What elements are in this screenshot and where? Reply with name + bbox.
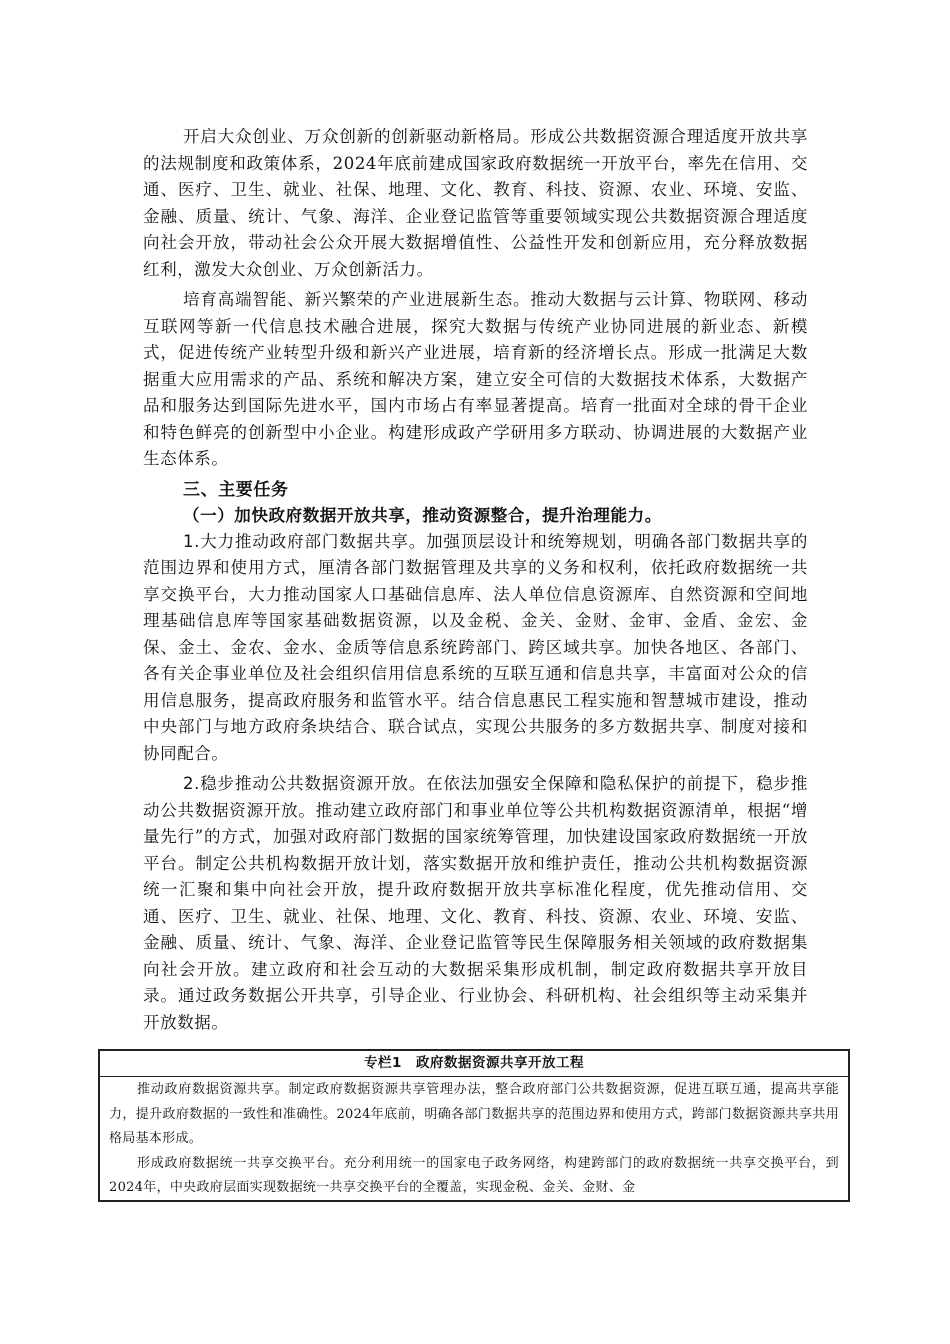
sidebar-box-item-lead: 形成政府数据统一共享交换平台。 [137,1155,344,1171]
sidebar-box-body [100,1077,848,1201]
paragraph-lead: 2.稳步推动公共数据资源开放。 [183,774,427,793]
sidebar-box-item-text: 制定政府数据资源共享管理办法，整合政府部门公共数据资源，促进互联互通，提高共享能力，提升政府数据的一致性和准确性。2024年底前，明确各部门数据共享的范围边界和使用方式，跨部门数据资源共享共用格局基本形成。 [109,1082,839,1146]
paragraph-text: 加强顶层设计和统筹规划，明确各部门数据共享的范围边界和使用方式，厘清各部门数据管理及共享的义务和权利，依托政府数据统一共享交换平台，大力推动国家人口基础信息库、法人单位信息资源库、自然资源和空间地理基础信息库等国家基础数据资源，以及金税、金关、金财、金审、金盾、金宏、金保、金土、金农、金水、金质等信息系统跨部门、跨区域共享。加快各地区、各部门、各有关企事业单位及社会组织信用信息系统的互联互通和信息共享，丰富面对公众的信用信息服务，提高政府服务和监管水平。结合信息惠民工程实施和智慧城市建设，推动中央部门与地方政府条块结合、联合试点，实现公共服务的多方数据共享、制度对接和协同配合。 [143,531,808,763]
paragraph-text: 在依法加强安全保障和隐私保护的前提下，稳步推动公共数据资源开放。推动建立政府部门和事业单位等公共机构数据资源清单，根据“增量先行”的方式，加强对政府部门数据的国家统筹管理，加快建设国家政府数据统一开放平台。制定公共机构数据开放计划，落实数据开放和维护责任，推动公共机构数据资源统一汇聚和集中向社会开放，提升政府数据开放共享标准化程度，优先推动信用、交通、医疗、卫生、就业、社保、地理、文化、教育、科技、资源、农业、环境、安监、金融、质量、统计、气象、海洋、企业登记监管等民生保障服务相关领域的政府数据集向社会开放。建立政府和社会互动的大数据采集形成机制，制定政府数据共享开放目录。通过政务数据公开共享，引导企业、行业协会、科研机构、社会组织等主动采集并开放数据。 [143,774,808,1032]
paragraph-lead: 1.大力推动政府部门数据共享。 [183,531,427,551]
section-heading: 三、主要任务 [183,479,289,500]
paragraph-industry-ecosystem [143,287,808,473]
paragraph-data-sharing [143,529,808,768]
sidebar-box-title: 专栏1 政府数据资源共享开放工程 [100,1051,848,1077]
paragraph-text: 推动大数据与云计算、物联网、移动互联网等新一代信息技术融合进展，探究大数据与传统产业协同进展的新业态、新模式，促进传统产业转型升级和新兴产业进展，培育新的经济增长点。形成一批满足大数据重大应用需求的产品、系统和解决方案，建立安全可信的大数据技术体系，大数据产品和服务达到国际先进水平，国内市场占有率显著提高。培育一批面对全球的骨干企业和特色鲜亮的创新型中小企业。构建形成政产学研用多方联动、协调进展的大数据产业生态体系。 [143,290,808,468]
paragraph-lead: 开启大众创业、万众创新的创新驱动新格局。 [183,127,531,146]
sidebar-box-item-lead: 推动政府数据资源共享。 [137,1082,289,1097]
sidebar-box-item [109,1152,839,1201]
sidebar-box-item [109,1078,839,1152]
sidebar-box [98,1049,850,1202]
sub-heading: （一）加快政府数据开放共享，推动资源整合，提升治理能力。 [183,505,662,525]
sidebar-box-item-text: 充分利用统一的国家电子政务网络，构建跨部门的政府数据统一共享交换平台，到2024年，中央政府层面实现数据统一共享交换平台的全覆盖，实现金税、金关、金财、金 [109,1155,839,1195]
document-body [143,124,808,1040]
paragraph-innovation [143,124,808,283]
paragraph-text: 形成公共数据资源合理适度开放共享的法规制度和政策体系，2024年底前建成国家政府数据统一开放平台，率先在信用、交通、医疗、卫生、就业、社保、地理、文化、教育、科技、资源、农业、环境、安监、金融、质量、统计、气象、海洋、企业登记监管等重要领域实现公共数据资源合理适度向社会开放，带动社会公众开展大数据增值性、公益性开发和创新应用，充分释放数据红利，激发大众创业、万众创新活力。 [143,127,808,279]
paragraph-data-opening [143,771,808,1036]
paragraph-lead: 培育高端智能、新兴繁荣的产业进展新生态。 [183,290,531,309]
